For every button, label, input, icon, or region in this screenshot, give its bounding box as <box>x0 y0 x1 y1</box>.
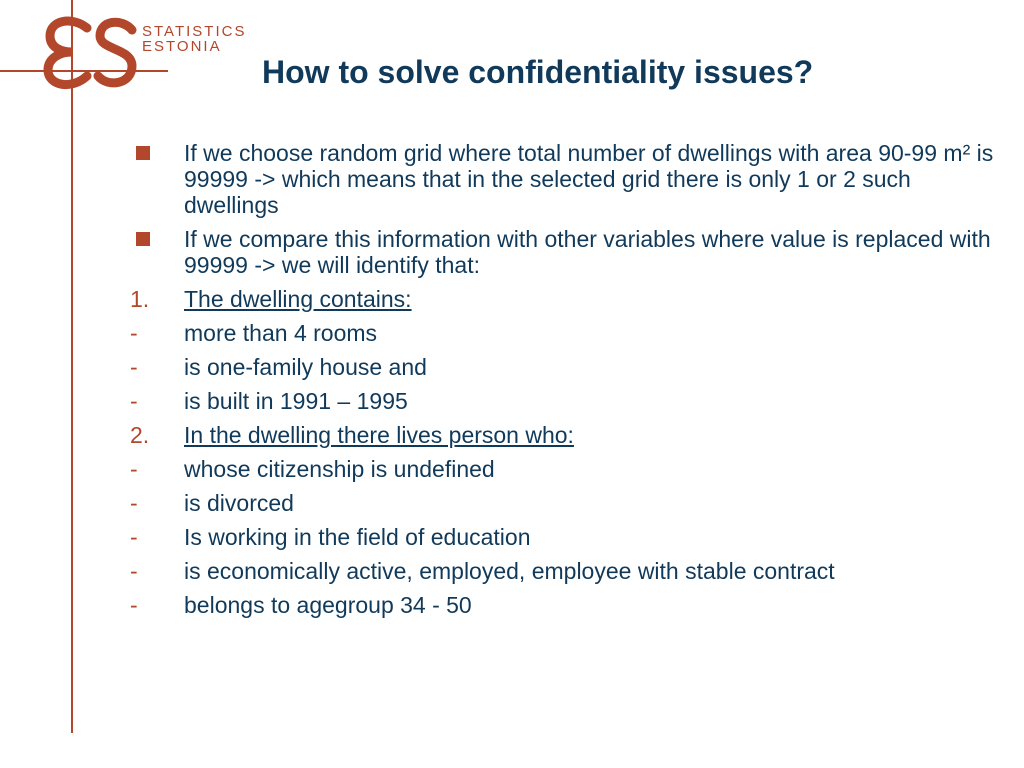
bullet-text: If we compare this information with other variables where value is replaced with 99999 -> we will identify that: <box>184 226 991 278</box>
dash-item <box>130 490 1000 516</box>
dash-marker: - <box>130 490 138 516</box>
dash-item <box>130 320 1000 346</box>
number-marker: 1. <box>130 286 150 312</box>
dash-item <box>130 456 1000 482</box>
dash-item <box>130 354 1000 380</box>
dash-item-text: is built in 1991 – 1995 <box>184 388 408 414</box>
dash-item <box>130 592 1000 618</box>
slide-content <box>130 140 1000 626</box>
dash-item <box>130 524 1000 550</box>
square-bullet-icon <box>136 232 150 246</box>
dash-item <box>130 558 1000 584</box>
dash-item-text: more than 4 rooms <box>184 320 378 346</box>
dash-marker: - <box>130 592 138 618</box>
numbered-heading <box>130 286 1000 312</box>
logo-wordmark <box>142 24 246 54</box>
section-heading: In the dwelling there lives person who: <box>184 422 574 448</box>
dash-marker: - <box>130 456 138 482</box>
dash-item-text: is divorced <box>184 490 294 516</box>
dash-item <box>130 388 1000 414</box>
dash-marker: - <box>130 354 138 380</box>
dash-item-text: is one-family house and <box>184 354 427 380</box>
bullet-text: If we choose random grid where total number of dwellings with area 90-99 m² is 99999 -> which means that in the selected grid there is only 1 or 2 such dwellings <box>184 140 994 218</box>
logo-line-1: STATISTICS <box>142 23 247 40</box>
square-bullet-icon <box>136 146 150 160</box>
page-title: How to solve confidentiality issues? <box>262 54 814 90</box>
dash-marker: - <box>130 558 138 584</box>
number-marker: 2. <box>130 422 150 448</box>
dash-item-text: is economically active, employed, employee with stable contract <box>184 558 835 584</box>
dash-marker: - <box>130 388 138 414</box>
dash-marker: - <box>130 320 138 346</box>
vertical-rule <box>71 0 73 733</box>
section-heading: The dwelling contains: <box>184 286 412 312</box>
bullet-item <box>130 226 1000 278</box>
bullet-item <box>130 140 1000 218</box>
statistics-estonia-logo-icon <box>42 10 142 94</box>
dash-item-text: whose citizenship is undefined <box>184 456 495 482</box>
numbered-heading <box>130 422 1000 448</box>
dash-marker: - <box>130 524 138 550</box>
dash-item-text: belongs to agegroup 34 - 50 <box>184 592 472 618</box>
dash-item-text: Is working in the field of education <box>184 524 531 550</box>
logo-line-2: ESTONIA <box>142 38 222 55</box>
